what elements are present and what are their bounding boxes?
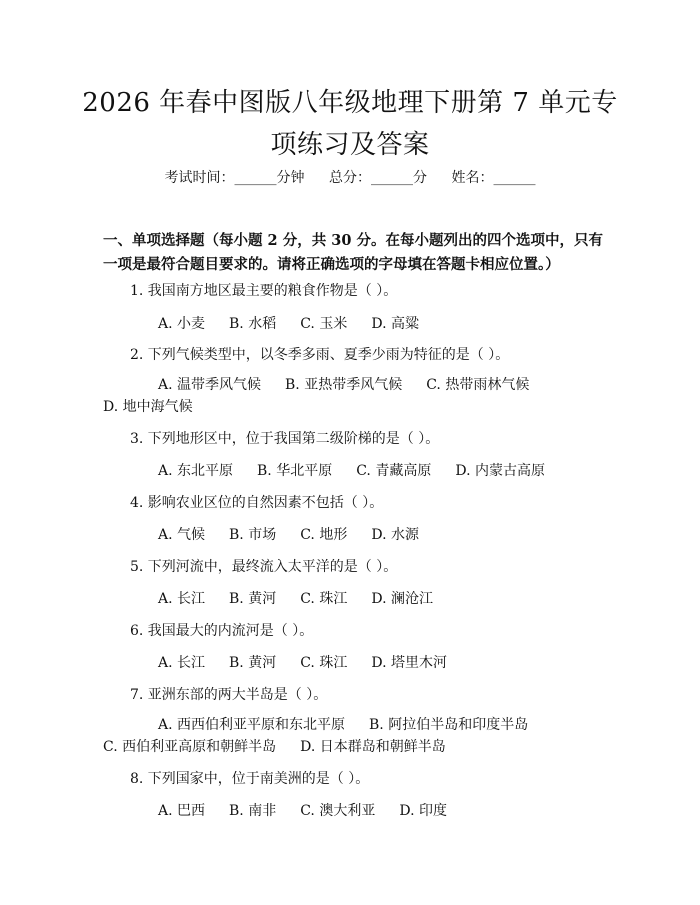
option-a: A. 东北平原: [158, 463, 234, 479]
option-list: [158, 800, 471, 822]
option-d: D. 内蒙古高原: [455, 463, 545, 479]
option-b: B. 黄河: [229, 591, 277, 607]
question-stem: 6. 我国最大的内流河是（ ）。: [130, 623, 314, 639]
question-stem: 8. 下列国家中，位于南美洲的是（ ）。: [130, 771, 370, 787]
option-d: D. 澜沧江: [371, 591, 433, 607]
option-list: [158, 588, 457, 610]
option-b: B. 亚热带季风气候: [285, 377, 403, 393]
option-list: [158, 460, 569, 482]
question-stem: 1. 我国南方地区最主要的粮食作物是（ ）。: [130, 283, 398, 299]
exam-meta: [0, 168, 700, 188]
option-c: C. 西伯利亚高原和朝鲜半岛: [103, 739, 277, 755]
option-c: C. 地形: [300, 527, 348, 543]
option-b: B. 华北平原: [257, 463, 333, 479]
option-c: C. 玉米: [300, 316, 348, 332]
option-d: D. 日本群岛和朝鲜半岛: [300, 739, 446, 755]
section-heading: 一、单项选择题（每小题 2 分，共 30 分。在每小题列出的四个选项中，只有一项是最符合题目要求的。请将正确选项的字母填在答题卡相应位置。）: [103, 232, 603, 273]
option-a: A. 气候: [158, 527, 206, 543]
student-name: 姓名：______: [451, 170, 536, 186]
option-list: [103, 374, 598, 418]
option-c: C. 珠江: [300, 655, 348, 671]
option-b: B. 南非: [229, 803, 277, 819]
option-c: C. 热带雨林气候: [426, 377, 530, 393]
question-stem: 3. 下列地形区中，位于我国第二级阶梯的是（ ）。: [130, 431, 440, 447]
option-d: D. 地中海气候: [103, 399, 193, 415]
option-a: A. 巴西: [158, 803, 206, 819]
option-b: B. 黄河: [229, 655, 277, 671]
exam-time: 考试时间：______分钟: [164, 170, 305, 186]
option-list: [158, 524, 443, 546]
option-a: A. 长江: [158, 591, 206, 607]
option-list: [158, 313, 443, 335]
option-b: B. 水稻: [229, 316, 277, 332]
option-c: C. 青藏高原: [356, 463, 432, 479]
question-stem: 7. 亚洲东部的两大半岛是（ ）。: [130, 687, 328, 703]
option-list: [103, 714, 598, 758]
option-c: C. 澳大利亚: [300, 803, 376, 819]
option-b: B. 市场: [229, 527, 277, 543]
option-c: C. 珠江: [300, 591, 348, 607]
option-a: A. 温带季风气候: [158, 377, 262, 393]
exam-total-score: 总分：______分: [329, 170, 427, 186]
document-title: [40, 82, 660, 166]
option-a: A. 小麦: [158, 316, 206, 332]
option-d: D. 高粱: [371, 316, 419, 332]
title-line-1: 2026 年春中图版八年级地理下册第 7 单元专: [82, 88, 618, 118]
question-stem: 2. 下列气候类型中，以冬季多雨、夏季少雨为特征的是（ ）。: [130, 347, 510, 363]
question-stem: 5. 下列河流中，最终流入太平洋的是（ ）。: [130, 559, 398, 575]
option-a: A. 西西伯利亚平原和东北平原: [158, 717, 346, 733]
option-b: B. 阿拉伯半岛和印度半岛: [369, 717, 529, 733]
option-a: A. 长江: [158, 655, 206, 671]
option-list: [158, 652, 471, 674]
option-d: D. 印度: [399, 803, 447, 819]
title-line-2: 项练习及答案: [270, 130, 430, 160]
option-d: D. 塔里木河: [371, 655, 447, 671]
option-d: D. 水源: [371, 527, 419, 543]
question-stem: 4. 影响农业区位的自然因素不包括（ ）。: [130, 495, 384, 511]
